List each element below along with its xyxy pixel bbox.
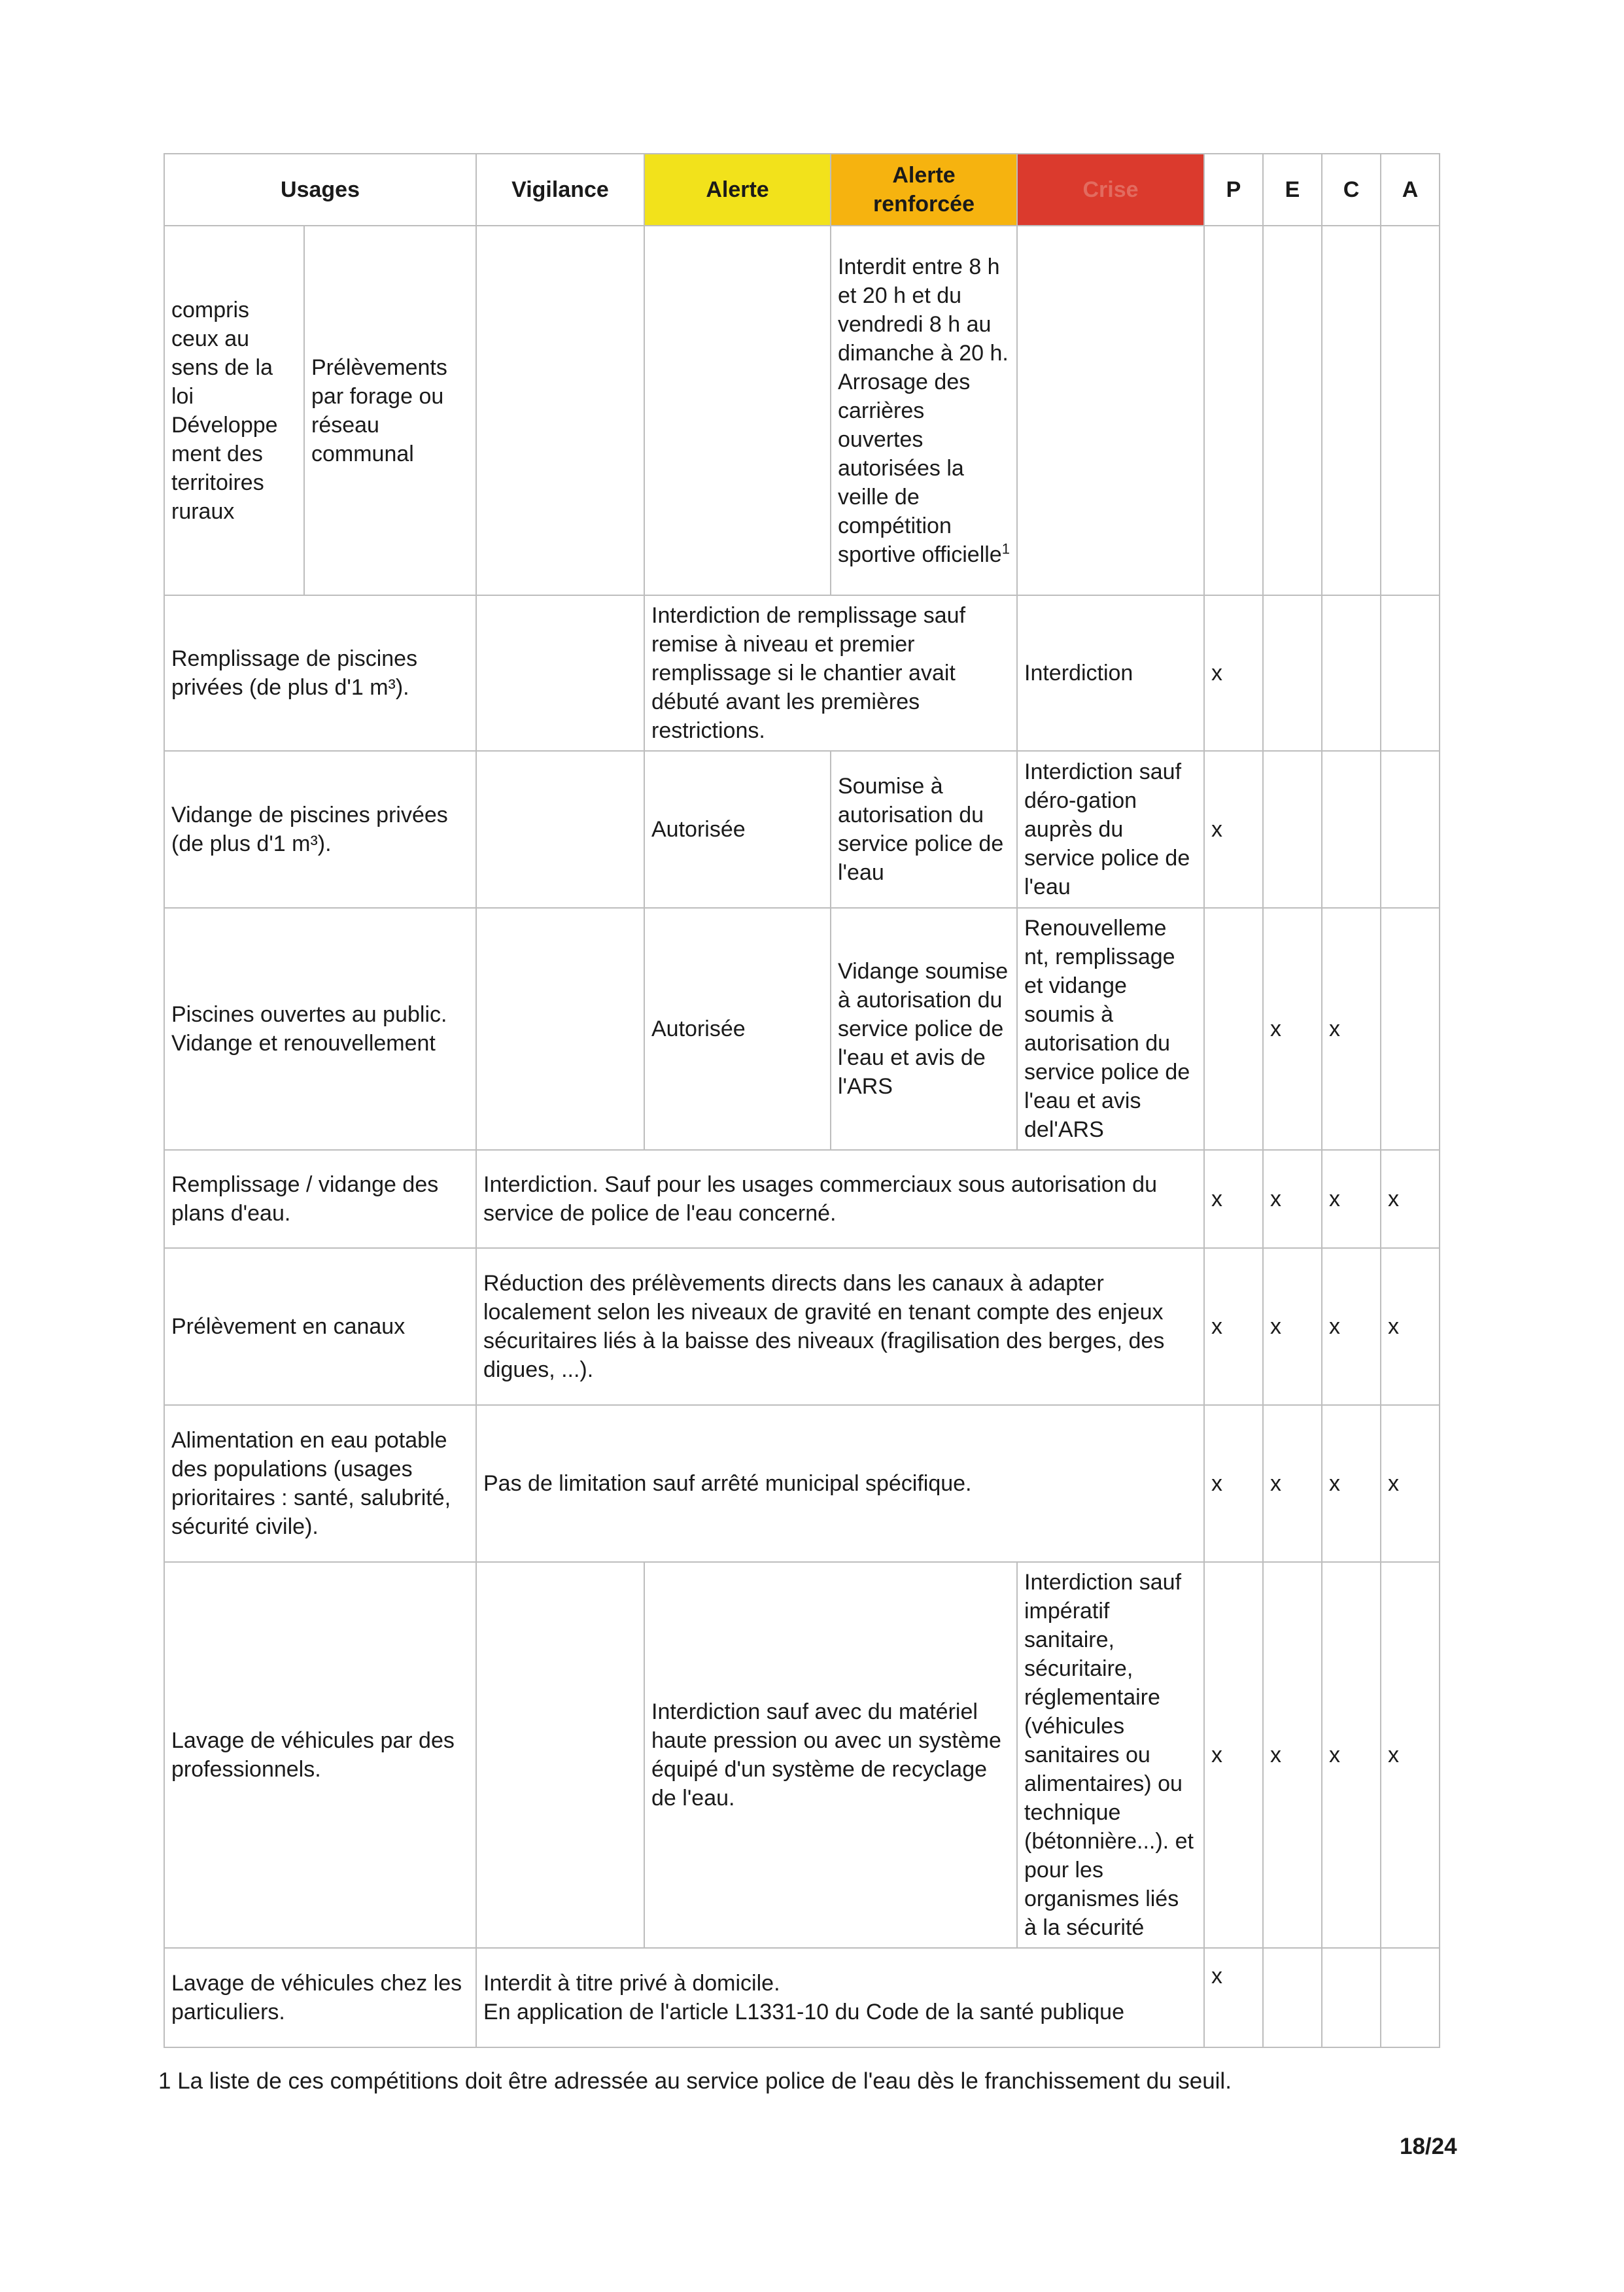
header-vigilance: Vigilance <box>476 154 644 226</box>
a-mark: x <box>1381 1248 1440 1405</box>
alerte-cell: Autorisée <box>644 751 831 908</box>
p-mark: x <box>1204 595 1263 751</box>
table-row <box>164 1248 1440 1405</box>
header-a: A <box>1381 154 1440 226</box>
header-alerte-renforcee-line1: Alerte <box>892 163 956 188</box>
usage-cell-left: compris ceux au sens de la loi Développe ment des territoires ruraux <box>164 226 304 595</box>
alerte-renforcee-merged-cell: Interdiction de remplissage sauf remise à niveau et premier remplissage si le chantier avait débuté avant les premières restrictions. <box>644 595 1017 751</box>
usage-cell: Remplissage de piscines privées (de plus d'1 m³). <box>164 595 476 751</box>
vigilance-cell <box>476 226 644 595</box>
p-cell <box>1204 908 1263 1150</box>
usage-cell: Prélèvement en canaux <box>164 1248 476 1405</box>
measure-merged-cell: Interdiction. Sauf pour les usages commerciaux sous autorisation du service de police de l'eau concerné. <box>476 1150 1204 1248</box>
table-row <box>164 1948 1440 2047</box>
restrictions-table <box>164 153 1440 2048</box>
p-mark: x <box>1204 1248 1263 1405</box>
c-mark: x <box>1322 1562 1381 1948</box>
e-mark: x <box>1263 908 1322 1150</box>
usage-cell: Lavage de véhicules chez les particuliers. <box>164 1948 476 2047</box>
a-cell <box>1381 751 1440 908</box>
c-mark: x <box>1322 1248 1381 1405</box>
e-mark: x <box>1263 1562 1322 1948</box>
header-alerte-renforcee <box>831 154 1017 226</box>
crise-cell: Interdiction sauf déro-gation auprès du service police de l'eau <box>1017 751 1204 908</box>
usage-cell-right: Prélèvements par forage ou réseau communal <box>304 226 476 595</box>
a-mark: x <box>1381 1150 1440 1248</box>
c-mark: x <box>1322 908 1381 1150</box>
p-mark: x <box>1204 1948 1263 2047</box>
a-cell <box>1381 908 1440 1150</box>
e-cell <box>1263 1948 1322 2047</box>
c-cell <box>1322 595 1381 751</box>
table-row <box>164 226 1440 595</box>
table-header-row <box>164 154 1440 226</box>
a-mark: x <box>1381 1405 1440 1562</box>
vigilance-cell <box>476 908 644 1150</box>
crise-cell: Renouvelleme nt, remplissage et vidange soumis à autorisation du service police de l'eau et avis del'ARS <box>1017 908 1204 1150</box>
usage-cell: Remplissage / vidange des plans d'eau. <box>164 1150 476 1248</box>
table-row <box>164 595 1440 751</box>
measure-merged-cell: Pas de limitation sauf arrêté municipal spécifique. <box>476 1405 1204 1562</box>
crise-cell <box>1017 226 1204 595</box>
header-e: E <box>1263 154 1322 226</box>
measure-merged-cell <box>476 1948 1204 2047</box>
header-c: C <box>1322 154 1381 226</box>
a-cell <box>1381 595 1440 751</box>
usage-line2: Vidange et renouvellement <box>171 1031 436 1056</box>
p-mark: x <box>1204 1150 1263 1248</box>
c-mark: x <box>1322 1405 1381 1562</box>
p-cell <box>1204 226 1263 595</box>
usage-cell <box>164 908 476 1150</box>
a-cell <box>1381 226 1440 595</box>
c-mark: x <box>1322 1150 1381 1248</box>
a-mark: x <box>1381 1562 1440 1948</box>
c-cell <box>1322 226 1381 595</box>
alerte-renforcee-cell <box>831 226 1017 595</box>
crise-cell: Interdiction <box>1017 595 1204 751</box>
table-row <box>164 908 1440 1150</box>
alerte-renforcee-cell: Soumise à autorisation du service police de l'eau <box>831 751 1017 908</box>
usage-line1: Piscines ouvertes au public. <box>171 1002 447 1027</box>
alerte-cell: Autorisée <box>644 908 831 1150</box>
alerte-renforcee-text: Interdit entre 8 h et 20 h et du vendredi 8 h au dimanche à 20 h. Arrosage des carrières ouvertes autorisées la veille de compétition sportive officielle <box>838 254 1009 567</box>
table-row <box>164 1562 1440 1948</box>
measure-line1: Interdit à titre privé à domicile. <box>483 1971 780 1996</box>
table-row <box>164 751 1440 908</box>
header-alerte-renforcee-line2: renforcée <box>873 192 975 217</box>
alerte-renforcee-merged-cell: Interdiction sauf avec du matériel haute pression ou avec un système équipé d'un système de recyclage de l'eau. <box>644 1562 1017 1948</box>
vigilance-cell <box>476 1562 644 1948</box>
e-mark: x <box>1263 1248 1322 1405</box>
table-row <box>164 1405 1440 1562</box>
usage-cell: Vidange de piscines privées (de plus d'1 m³). <box>164 751 476 908</box>
e-cell <box>1263 226 1322 595</box>
page-number: 18/24 <box>1400 2134 1457 2159</box>
c-cell <box>1322 751 1381 908</box>
header-crise: Crise <box>1017 154 1204 226</box>
e-cell <box>1263 595 1322 751</box>
e-cell <box>1263 751 1322 908</box>
header-p: P <box>1204 154 1263 226</box>
e-mark: x <box>1263 1405 1322 1562</box>
p-mark: x <box>1204 1405 1263 1562</box>
alerte-cell <box>644 226 831 595</box>
table-row <box>164 1150 1440 1248</box>
header-alerte: Alerte <box>644 154 831 226</box>
footnote: 1 La liste de ces compétitions doit être adressée au service police de l'eau dès le franchissement du seuil. <box>158 2068 1232 2094</box>
header-usages: Usages <box>164 154 476 226</box>
usage-cell: Lavage de véhicules par des professionnels. <box>164 1562 476 1948</box>
e-mark: x <box>1263 1150 1322 1248</box>
crise-cell: Interdiction sauf impératif sanitaire, sécuritaire, réglementaire (véhicules sanitaires ou alimentaires) ou technique (bétonnière...). et pour les organismes liés à la sécurité <box>1017 1562 1204 1948</box>
usage-cell: Alimentation en eau potable des populations (usages prioritaires : santé, salubrité, sécurité civile). <box>164 1405 476 1562</box>
vigilance-cell <box>476 751 644 908</box>
footnote-ref: 1 <box>1001 540 1010 557</box>
measure-line2: En application de l'article L1331-10 du Code de la santé publique <box>483 2000 1124 2024</box>
a-cell <box>1381 1948 1440 2047</box>
measure-merged-cell: Réduction des prélèvements directs dans les canaux à adapter localement selon les niveaux de gravité en tenant compte des enjeux sécuritaires liés à la baisse des niveaux (fragilisation des berges, des digues, ...). <box>476 1248 1204 1405</box>
p-mark: x <box>1204 751 1263 908</box>
alerte-renforcee-cell: Vidange soumise à autorisation du service police de l'eau et avis de l'ARS <box>831 908 1017 1150</box>
p-mark: x <box>1204 1562 1263 1948</box>
c-cell <box>1322 1948 1381 2047</box>
vigilance-cell <box>476 595 644 751</box>
